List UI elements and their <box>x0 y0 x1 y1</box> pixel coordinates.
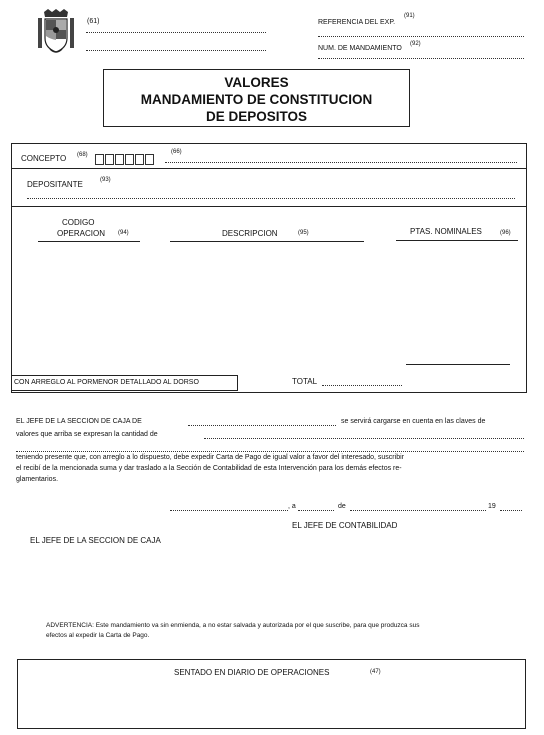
title-box <box>103 69 410 127</box>
divider-concepto <box>12 168 526 169</box>
concepto-code-boxes[interactable] <box>95 151 155 169</box>
servira-text: se servirá cargarse en cuenta en las claves de <box>341 418 486 425</box>
ref-96: (96) <box>500 230 511 236</box>
num-mandamiento-label: NUM. DE MANDAMIENTO <box>318 45 402 52</box>
ptas-underline <box>396 240 518 241</box>
header-left-line-2[interactable] <box>86 50 266 51</box>
ref-66: (66) <box>171 149 182 155</box>
coat-of-arms-logo <box>36 8 76 56</box>
depositante-field[interactable] <box>27 198 515 199</box>
date-year-field[interactable] <box>500 510 522 511</box>
pormenor-box <box>11 375 238 391</box>
jefe-caja-label: EL JEFE DE LA SECCION DE CAJA <box>30 536 161 545</box>
title-line-1: VALORES <box>224 75 289 90</box>
advertencia-line-1: ADVERTENCIA: Este mandamiento va sin enmienda, a no estar salvada y autorizada por el que suscribe, para que produzca sus <box>46 622 420 629</box>
pormenor-label: CON ARREGLO AL PORMENOR DETALLADO AL DORSO <box>14 379 199 386</box>
seccion-caja-field[interactable] <box>188 425 336 426</box>
subtotal-line <box>406 364 510 365</box>
teniendo-line-2: el recibí de la mencionada suma y dar traslado a la Sección de Contabilidad de esta Intervención para los demás efectos re- <box>16 465 402 472</box>
ref-68: (68) <box>77 152 88 158</box>
depositante-label: DEPOSITANTE <box>27 180 83 189</box>
header-left-line-1[interactable] <box>86 32 266 33</box>
title-line-2: MANDAMIENTO DE CONSTITUCION <box>140 92 373 107</box>
ref-92: (92) <box>410 41 421 47</box>
items-area[interactable] <box>38 246 518 358</box>
descripcion-label: DESCRIPCION <box>222 229 278 238</box>
ref-95: (95) <box>298 230 309 236</box>
referencia-exp-field[interactable] <box>318 36 524 37</box>
ref-94: (94) <box>118 230 129 236</box>
date-a-text: , a <box>288 503 296 510</box>
date-de-text: de <box>338 503 346 510</box>
date-month-field[interactable] <box>350 510 486 511</box>
operacion-label: OPERACION <box>57 229 106 238</box>
title-line-3: DE DEPOSITOS <box>205 109 308 124</box>
ptas-nominales-label: PTAS. NOMINALES <box>410 227 482 236</box>
date-19-text: 19 <box>488 503 496 510</box>
cantidad-field-2[interactable] <box>16 451 524 452</box>
ref-61: (61) <box>87 18 100 25</box>
teniendo-line-1: teniendo presente que, con arreglo a lo dispuesto, debe expedir Carta de Pago de igual valor a favor del interesado, suscribir <box>16 454 404 461</box>
valores-text: valores que arriba se expresan la cantidad de <box>16 431 158 438</box>
ref-47: (47) <box>370 669 381 675</box>
date-place-field[interactable] <box>170 510 288 511</box>
num-mandamiento-field[interactable] <box>318 58 524 59</box>
codigo-label: CODIGO <box>62 218 95 227</box>
jefe-contabilidad-label: EL JEFE DE CONTABILIDAD <box>292 521 398 530</box>
total-field[interactable] <box>322 385 402 386</box>
divider-depositante <box>12 206 526 207</box>
concepto-label: CONCEPTO <box>21 154 67 163</box>
date-day-field[interactable] <box>298 510 334 511</box>
ref-93: (93) <box>100 177 111 183</box>
referencia-exp-label: REFERENCIA DEL EXP. <box>318 19 396 26</box>
codigo-underline <box>38 241 140 242</box>
total-label: TOTAL <box>292 377 318 386</box>
concepto-field[interactable] <box>165 162 517 163</box>
descripcion-underline <box>170 241 364 242</box>
jefe-seccion-text: EL JEFE DE LA SECCION DE CAJA DE <box>16 418 142 425</box>
ref-91: (91) <box>404 13 415 19</box>
teniendo-line-3: glamentarios. <box>16 476 59 483</box>
advertencia-line-2: efectos al expedir la Carta de Pago. <box>46 632 150 639</box>
cantidad-field[interactable] <box>204 438 524 439</box>
sentado-label: SENTADO EN DIARIO DE OPERACIONES <box>174 668 330 677</box>
